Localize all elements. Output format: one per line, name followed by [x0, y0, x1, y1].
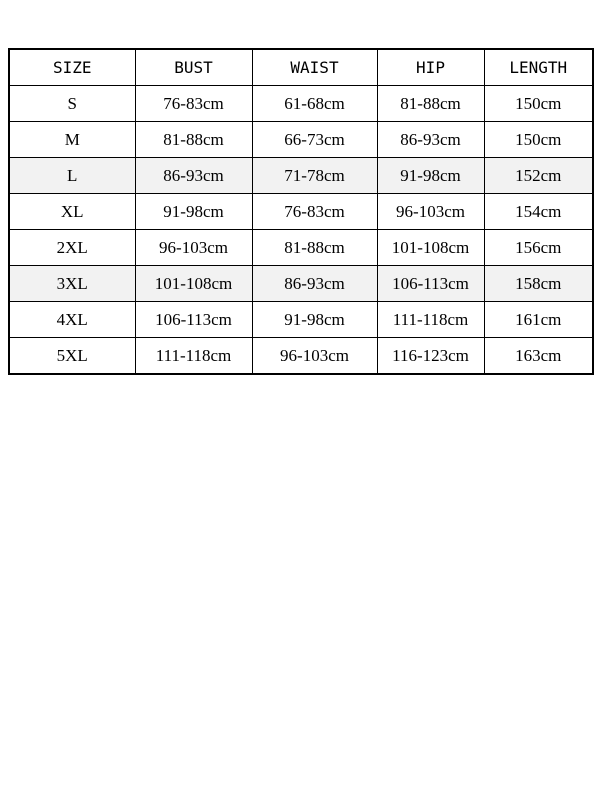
hip-cell: 106-113cm	[377, 266, 484, 302]
size-chart-body	[9, 86, 593, 375]
length-cell: 158cm	[484, 266, 593, 302]
hip-cell: 81-88cm	[377, 86, 484, 122]
waist-cell: 86-93cm	[252, 266, 377, 302]
waist-cell: 81-88cm	[252, 230, 377, 266]
hip-cell: 86-93cm	[377, 122, 484, 158]
waist-cell: 61-68cm	[252, 86, 377, 122]
table-row	[9, 230, 593, 266]
length-cell: 161cm	[484, 302, 593, 338]
hip-cell: 91-98cm	[377, 158, 484, 194]
table-row	[9, 302, 593, 338]
header-waist: WAIST	[252, 49, 377, 86]
length-cell: 154cm	[484, 194, 593, 230]
size-chart-header	[9, 49, 593, 86]
bust-cell: 86-93cm	[135, 158, 252, 194]
bust-cell: 111-118cm	[135, 338, 252, 375]
bust-cell: 76-83cm	[135, 86, 252, 122]
length-cell: 150cm	[484, 86, 593, 122]
hip-cell: 96-103cm	[377, 194, 484, 230]
table-row	[9, 122, 593, 158]
header-bust: BUST	[135, 49, 252, 86]
table-row	[9, 158, 593, 194]
header-length: LENGTH	[484, 49, 593, 86]
waist-cell: 96-103cm	[252, 338, 377, 375]
length-cell: 156cm	[484, 230, 593, 266]
header-hip: HIP	[377, 49, 484, 86]
header-row	[9, 49, 593, 86]
hip-cell: 116-123cm	[377, 338, 484, 375]
header-size: SIZE	[9, 49, 135, 86]
waist-cell: 76-83cm	[252, 194, 377, 230]
hip-cell: 111-118cm	[377, 302, 484, 338]
size-cell: L	[9, 158, 135, 194]
table-row	[9, 194, 593, 230]
table-row	[9, 266, 593, 302]
hip-cell: 101-108cm	[377, 230, 484, 266]
size-chart-table	[8, 48, 594, 375]
size-cell: 2XL	[9, 230, 135, 266]
length-cell: 150cm	[484, 122, 593, 158]
bust-cell: 91-98cm	[135, 194, 252, 230]
size-cell: XL	[9, 194, 135, 230]
waist-cell: 71-78cm	[252, 158, 377, 194]
table-row	[9, 86, 593, 122]
size-cell: 3XL	[9, 266, 135, 302]
bust-cell: 81-88cm	[135, 122, 252, 158]
bust-cell: 106-113cm	[135, 302, 252, 338]
size-cell: M	[9, 122, 135, 158]
waist-cell: 91-98cm	[252, 302, 377, 338]
size-cell: S	[9, 86, 135, 122]
size-cell: 5XL	[9, 338, 135, 375]
size-cell: 4XL	[9, 302, 135, 338]
length-cell: 163cm	[484, 338, 593, 375]
length-cell: 152cm	[484, 158, 593, 194]
waist-cell: 66-73cm	[252, 122, 377, 158]
bust-cell: 96-103cm	[135, 230, 252, 266]
table-row	[9, 338, 593, 375]
bust-cell: 101-108cm	[135, 266, 252, 302]
